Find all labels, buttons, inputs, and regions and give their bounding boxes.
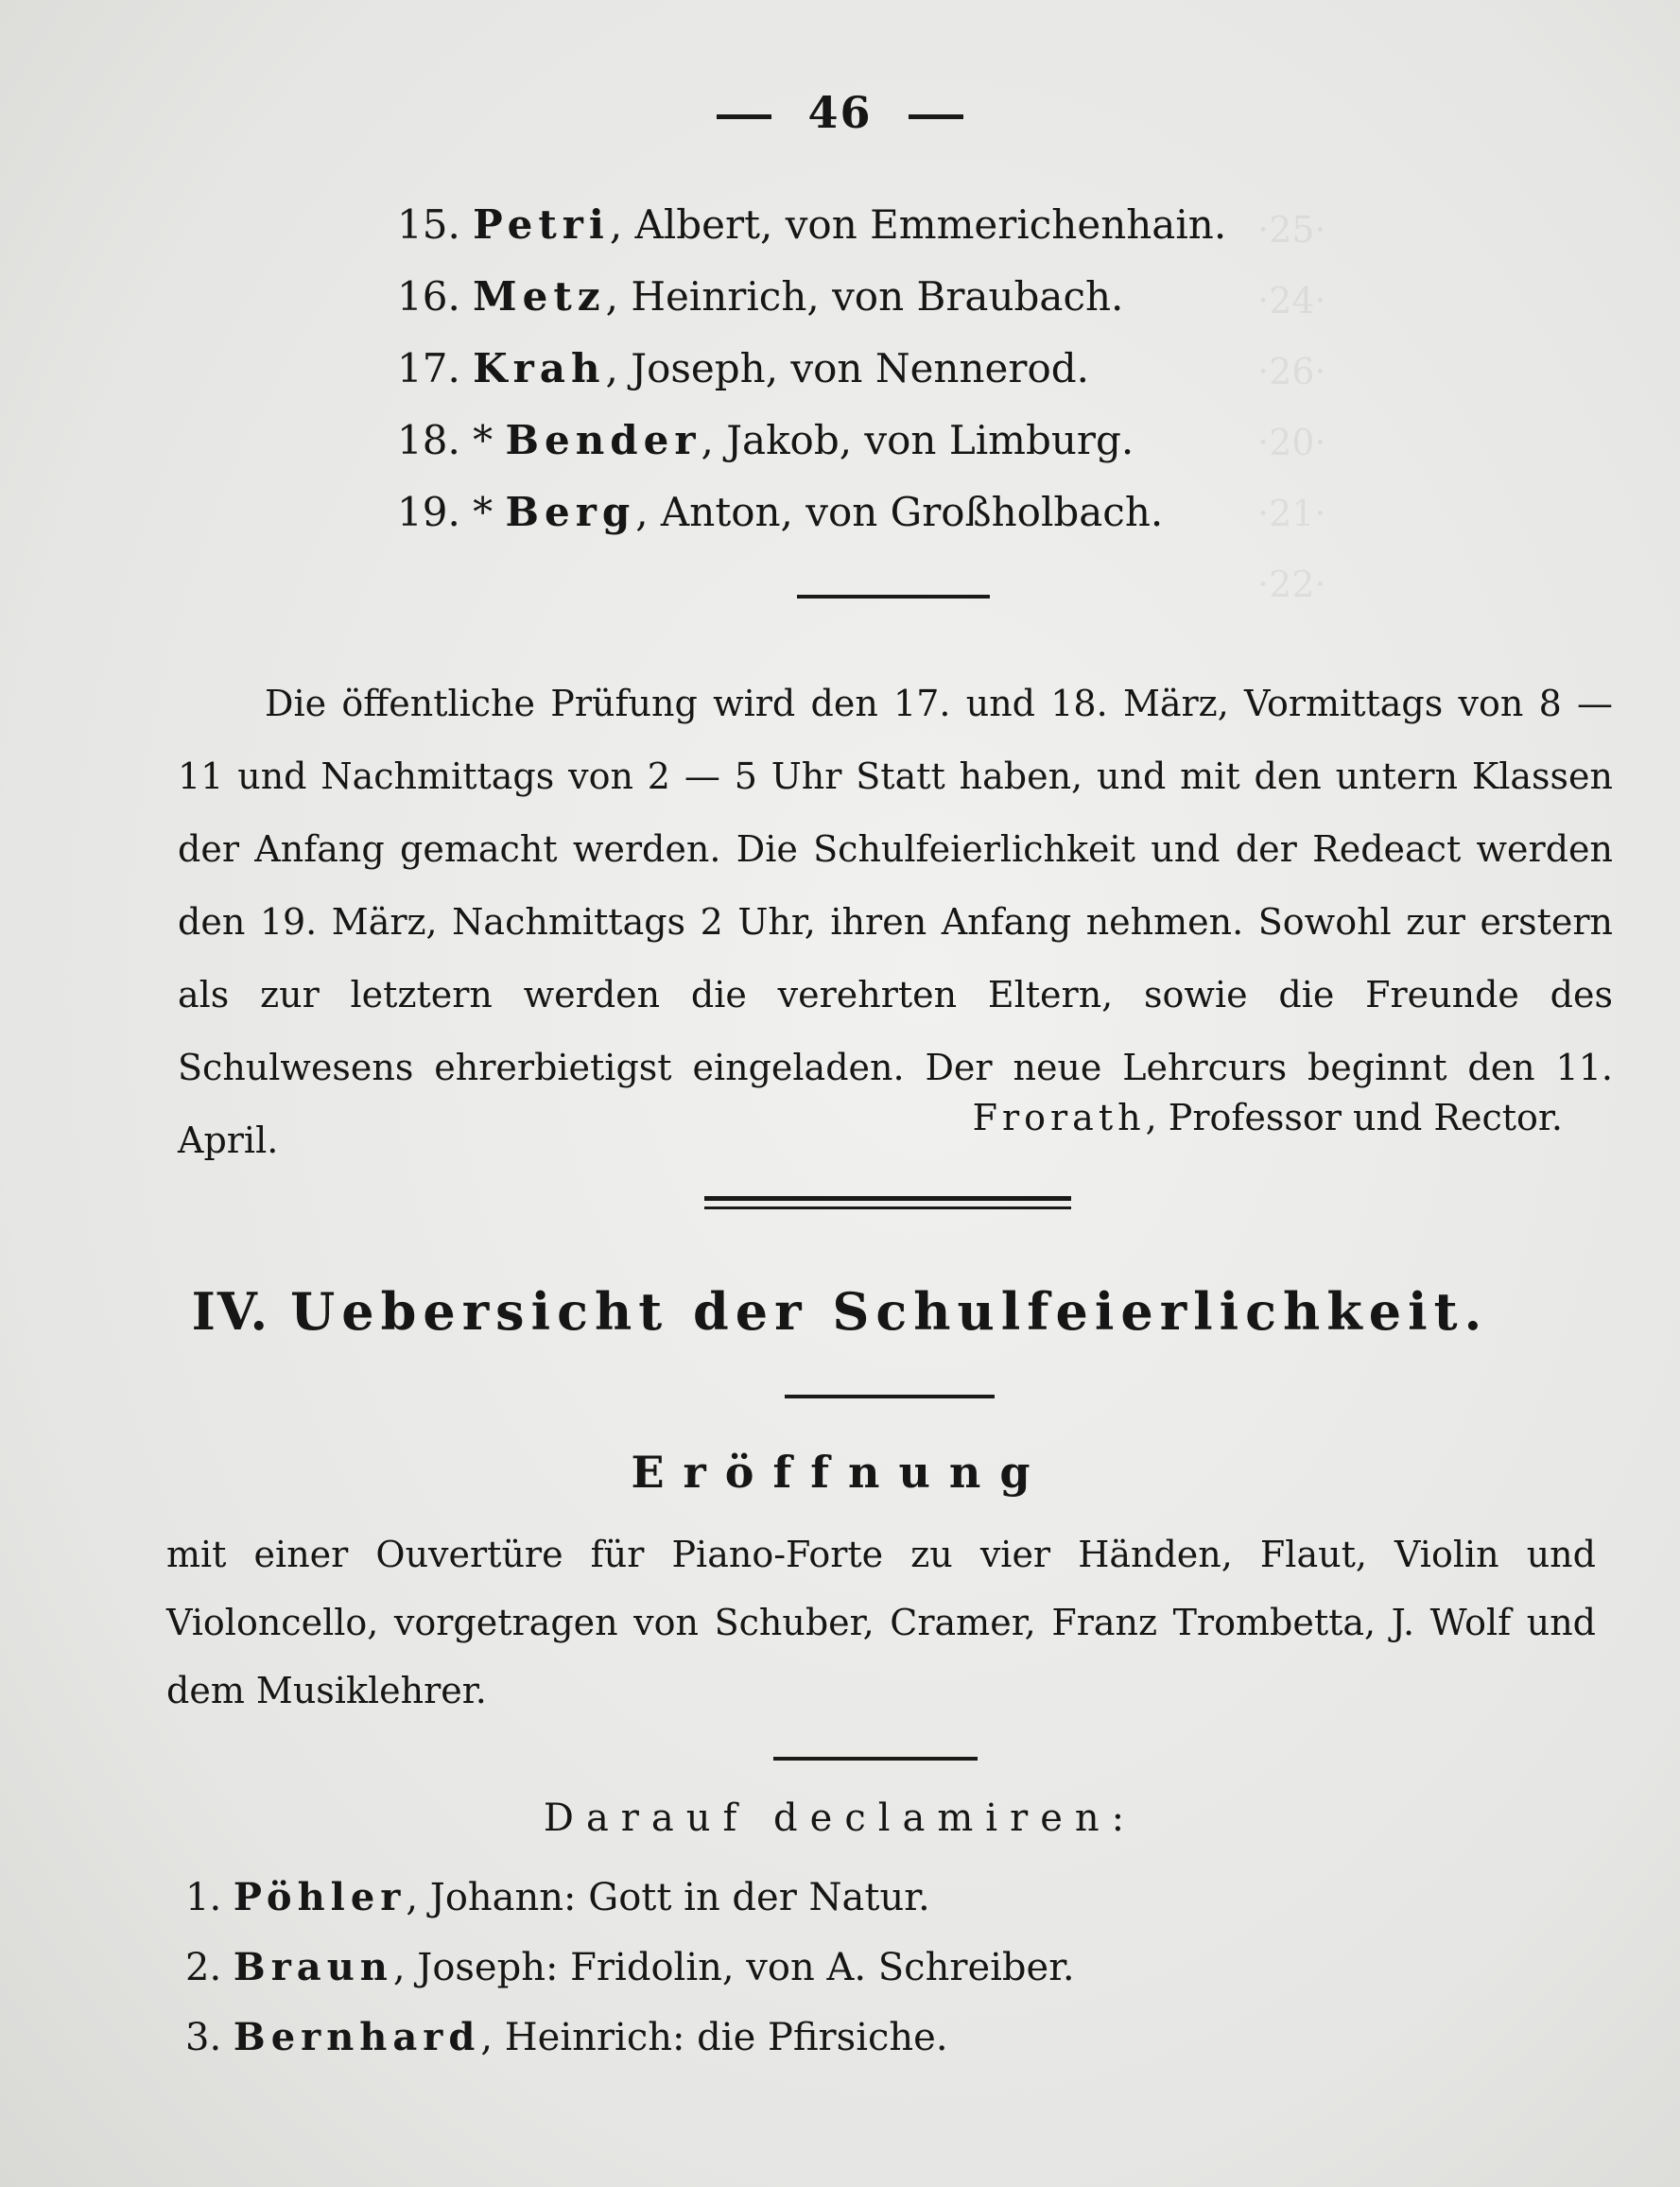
opening-paragraph: mit einer Ouvertüre für Piano-Forte zu vier Händen, Flaut, Violin und Violoncello, vorgetragen von Schuber, Cramer, Franz Trombetta, J. Wolf und dem Musiklehrer.: [166, 1534, 1596, 1711]
item-number: 16.: [397, 273, 460, 320]
item-rest: , Joseph, von Nennerod.: [605, 345, 1089, 391]
section-numeral: IV.: [191, 1281, 270, 1342]
item-rest: , Johann: Gott in der Natur.: [406, 1876, 930, 1919]
item-surname: Berg: [505, 489, 636, 535]
divider: [773, 1757, 978, 1761]
page-header: [0, 87, 1680, 138]
item-number: 19.: [397, 489, 460, 535]
item-rest: , Anton, von Großholbach.: [635, 489, 1164, 535]
student-list: [397, 189, 1226, 548]
item-rest: , Jakob, von Limburg.: [701, 417, 1134, 463]
page-number: 46: [807, 87, 873, 138]
divider: [797, 595, 990, 599]
item-surname: Krah: [473, 345, 606, 391]
declamation-list: [185, 1863, 1075, 2073]
section-heading: [0, 1281, 1680, 1342]
list-item: [185, 2003, 1075, 2073]
divider: [785, 1395, 995, 1398]
list-item: [397, 189, 1226, 261]
item-surname: Petri: [473, 201, 610, 248]
item-number: 17.: [397, 345, 460, 391]
item-surname: Pöhler: [233, 1875, 407, 1919]
item-number: 2.: [185, 1946, 222, 1989]
section-title: Uebersicht der Schulfeierlichkeit.: [290, 1281, 1489, 1342]
list-item: [397, 333, 1226, 405]
item-surname: Bernhard: [233, 2015, 481, 2059]
item-rest: , Heinrich: die Pfirsiche.: [480, 2016, 948, 2059]
bleed-through-shadow: ·25· ·24· ·26· ·20· ·21· ·22·: [1257, 209, 1326, 605]
opening-heading: Eröffnung: [631, 1447, 1049, 1498]
list-item: [397, 477, 1226, 548]
list-item: [185, 1933, 1075, 2003]
item-surname: Metz: [473, 273, 606, 320]
declamation-heading: Darauf declamiren:: [543, 1796, 1137, 1840]
item-rest: , Heinrich, von Braubach.: [605, 273, 1124, 320]
item-number: 15.: [397, 201, 460, 248]
header-dash-right: [909, 114, 963, 119]
signature: [973, 1097, 1563, 1138]
item-surname: Bender: [505, 417, 701, 463]
double-divider-bottom: [704, 1206, 1071, 1209]
double-divider-top: [704, 1196, 1071, 1201]
item-star: *: [473, 417, 494, 463]
item-number: 3.: [185, 2016, 222, 2059]
signature-title: , Professor und Rector.: [1145, 1097, 1563, 1138]
list-item: [397, 405, 1226, 477]
item-rest: , Joseph: Fridolin, von A. Schreiber.: [392, 1946, 1075, 1989]
signature-name: Frorath: [972, 1097, 1146, 1138]
header-dash-left: [717, 114, 771, 119]
list-item: [397, 261, 1226, 333]
item-number: 18.: [397, 417, 460, 463]
item-surname: Braun: [233, 1945, 393, 1989]
item-star: *: [473, 489, 494, 535]
item-number: 1.: [185, 1876, 222, 1919]
list-item: [185, 1863, 1075, 1933]
item-rest: , Albert, von Emmerichenhain.: [609, 201, 1227, 248]
announcement-paragraph: Die öffentliche Prüfung wird den 17. und 18. März, Vormittags von 8 — 11 und Nachmittags von 2 — 5 Uhr Statt haben, und mit den untern Klassen der Anfang gemacht werden. Die Schulfeierlichkeit und der Redeact werden den 19. März, Nachmittags 2 Uhr, ihren Anfang nehmen. Sowohl zur erstern als zur letztern werden die verehrten Eltern, sowie die Freunde des Schulwesens ehrerbietigst eingeladen. Der neue Lehrcurs beginnt den 11. April.: [178, 683, 1613, 1161]
